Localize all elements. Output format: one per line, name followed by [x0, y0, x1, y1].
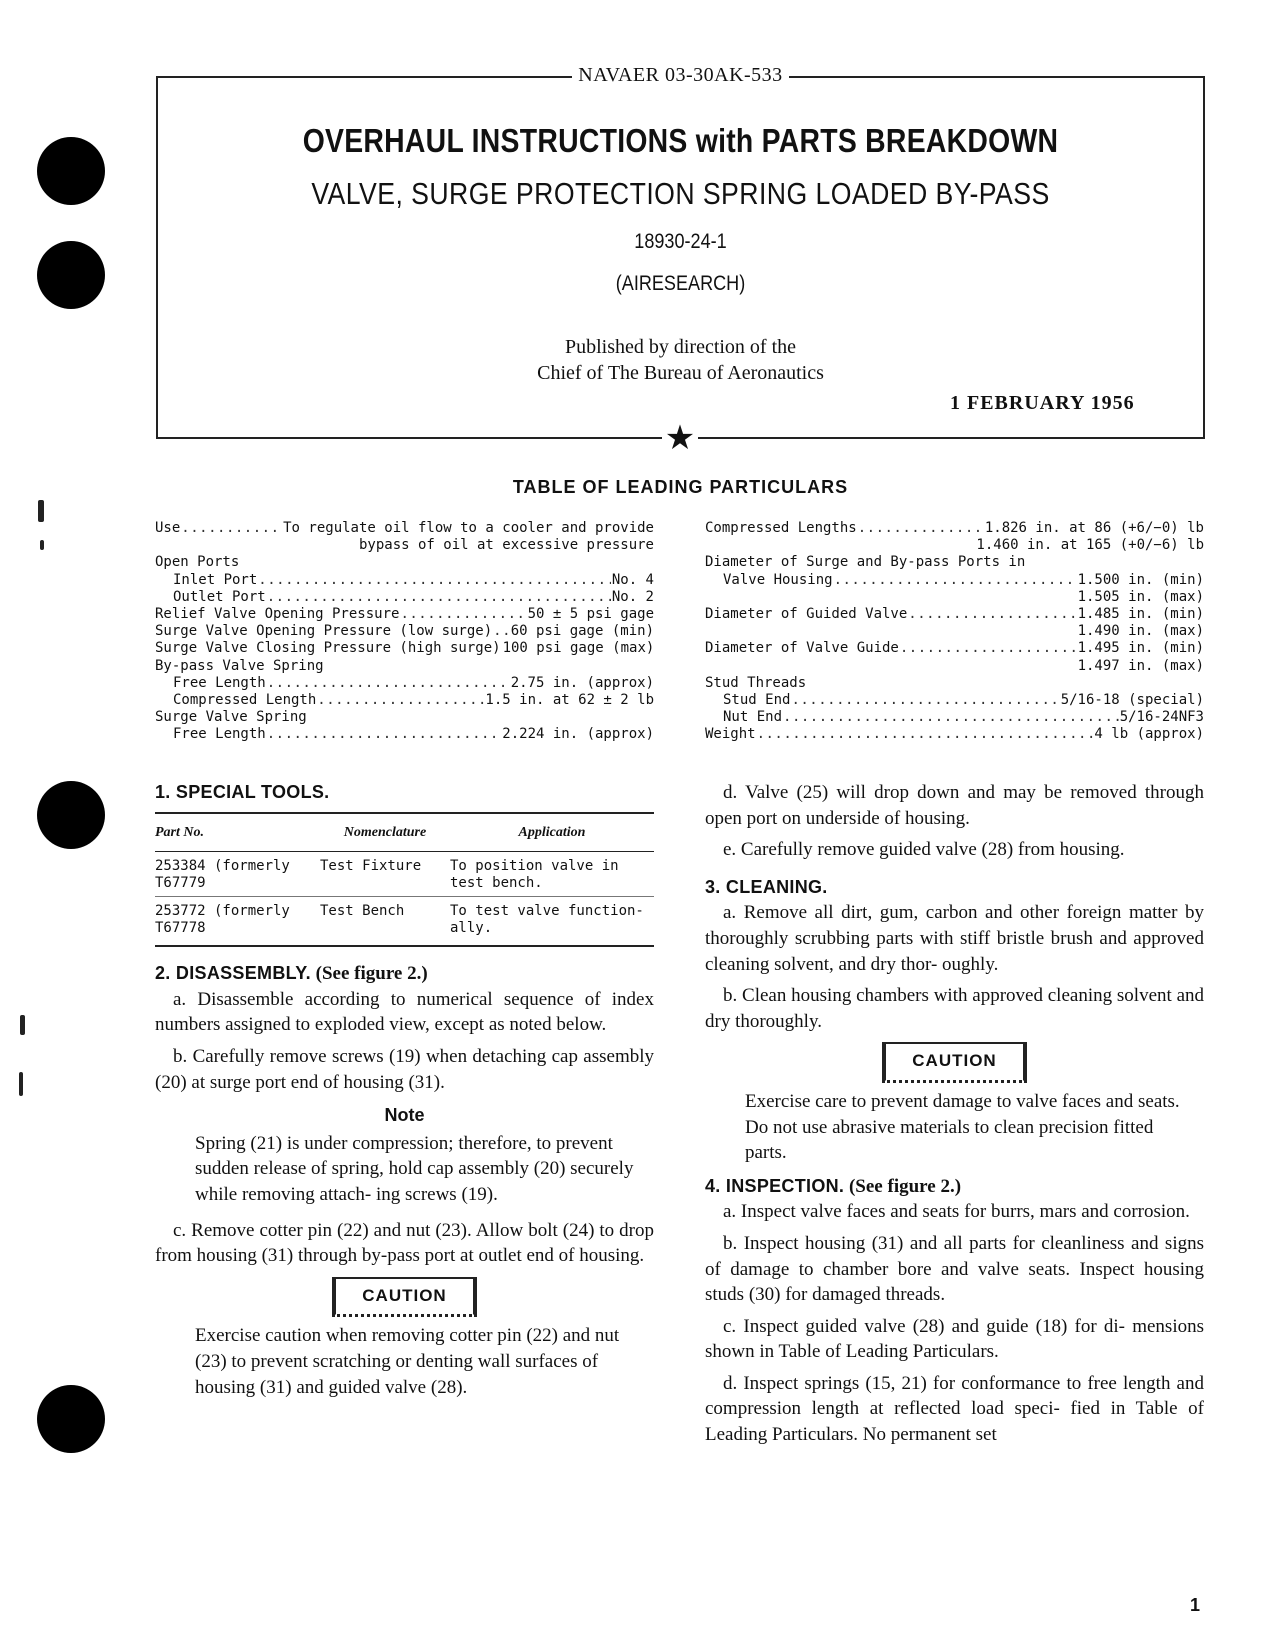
particular-value: 5/16-24NF3 [1119, 709, 1204, 726]
dot-leader [400, 606, 526, 623]
particular-row [705, 726, 1204, 743]
particular-label: Open Ports [155, 554, 240, 571]
scan-mark [19, 1072, 23, 1096]
binder-hole [37, 241, 105, 309]
particular-label: Free Length [173, 726, 266, 743]
dot-leader [900, 640, 1077, 657]
particular-row [155, 554, 654, 571]
publication-date: 1 FEBRUARY 1956 [950, 392, 1135, 414]
binder-hole [37, 137, 105, 205]
section-heading-disassembly: 2. DISASSEMBLY. (See figure 2.) [155, 963, 428, 985]
column-header: Application [450, 813, 654, 852]
publication-statement [156, 334, 1205, 386]
particular-row [705, 640, 1204, 657]
particular-row [705, 623, 1204, 640]
paragraph: a. Remove all dirt, gum, carbon and other foreign matter by thoroughly scrubbing parts with stiff bristle brush and approved cleaning solvent, and dry thor- oughly. [705, 902, 1204, 975]
publication-line-2: Chief of The Bureau of Aeronautics [537, 362, 824, 384]
scan-mark [20, 1015, 25, 1035]
paragraph: b. Inspect housing (31) and all parts for cleanliness and signs of damage to chamber bore and valve seats. Inspect housing studs (30) for damaged threads. [705, 1232, 1204, 1306]
particular-row [155, 709, 654, 726]
particular-value: 2.224 in. (approx) [502, 726, 654, 743]
publication-line-1: Published by direction of the [564, 336, 797, 358]
paragraph: d. Inspect springs (15, 21) for conformance to free length and compression length at reflected load speci- fied in Table of Leading Particulars. No permanent set [705, 1372, 1204, 1446]
particular-row [705, 520, 1204, 537]
particular-label: Compressed Length [173, 691, 317, 708]
particular-row [155, 520, 654, 537]
binder-hole [37, 1385, 105, 1453]
particular-label: By-pass Valve Spring [155, 657, 324, 674]
dot-leader [181, 520, 282, 537]
particular-row [705, 606, 1204, 623]
part-number: 18930-24-1 [634, 230, 727, 253]
manufacturer: (AIRESEARCH) [615, 272, 746, 295]
particular-label: Compressed Lengths [705, 520, 857, 536]
particular-label: Stud Threads [705, 674, 807, 691]
section-heading-inspection: 4. INSPECTION. (See figure 2.) [705, 1175, 962, 1197]
particular-row [705, 692, 1204, 709]
column-header: Part No. [155, 813, 320, 852]
particular-row [705, 554, 1204, 571]
nomenclature-cell: Test Fixture [320, 852, 450, 897]
caution-text: Exercise care to prevent damage to valve faces and seats. Do not use abrasive materials to clean precision fitted parts. [745, 1090, 1180, 1164]
particular-row [705, 572, 1204, 589]
application-cell: To position valve in test bench. [450, 852, 654, 897]
dot-leader [791, 692, 1059, 709]
particular-label: Surge Valve Closing Pressure (high surge) [155, 640, 501, 657]
particular-label: Weight [705, 726, 756, 743]
section-heading: 1. SPECIAL TOOLS. [155, 782, 330, 802]
particular-value: 4 lb (approx) [1094, 726, 1204, 743]
particular-value: 1.460 in. at 165 (+0/−6) lb [976, 537, 1204, 554]
particular-label: Stud End [723, 691, 791, 708]
dot-leader [493, 623, 510, 640]
part-number-cell: 253384 (formerly T67779 [155, 852, 320, 897]
particular-label: Diameter of Guided Valve [705, 605, 908, 622]
table-header [155, 813, 654, 852]
particular-value: 60 psi gage (min) [510, 623, 654, 640]
particular-row [705, 589, 1204, 606]
title-line-2: VALVE, SURGE PROTECTION SPRING LOADED BY-PASS [311, 176, 1050, 211]
dot-leader [258, 572, 611, 589]
leading-particulars-title: TABLE OF LEADING PARTICULARS [512, 477, 849, 497]
particular-row [705, 675, 1204, 692]
page-number: 1 [1190, 1595, 1201, 1615]
leading-particulars-right [705, 520, 1204, 743]
particular-value: bypass of oil at excessive pressure [358, 537, 654, 554]
star-icon: ★ [662, 420, 698, 456]
dot-leader [783, 709, 1119, 726]
particular-label: Inlet Port [173, 571, 258, 588]
particular-value: No. 2 [611, 588, 654, 605]
document-number: NAVAER 03-30AK-533 [0, 64, 1273, 87]
particular-label: Relief Valve Opening Pressure [155, 605, 400, 622]
particular-label: Nut End [723, 709, 783, 726]
particular-label: Diameter of Valve Guide [705, 640, 899, 657]
particular-value: 1.5 in. at 62 ± 2 lb [485, 691, 654, 708]
paragraph: a. Inspect valve faces and seats for burrs, mars and corrosion. [723, 1201, 1190, 1223]
particular-row [155, 589, 654, 606]
particular-row [705, 658, 1204, 675]
particular-row [155, 623, 654, 640]
particular-value: No. 4 [611, 571, 654, 588]
nomenclature-cell: Test Bench [320, 897, 450, 947]
particular-value: 1.826 in. at 86 (+6/−0) lb [984, 520, 1204, 536]
paragraph: b. Carefully remove screws (19) when detaching cap assembly (20) at surge port end of housing (31). [155, 1045, 654, 1093]
scan-mark [38, 500, 44, 522]
paragraph: b. Clean housing chambers with approved cleaning solvent and dry thoroughly. [705, 985, 1204, 1032]
particular-value: To regulate oil flow to a cooler and provide [283, 520, 654, 536]
leading-particulars-left [155, 520, 654, 743]
column-header: Nomenclature [320, 813, 450, 852]
caution-text: Exercise caution when removing cotter pin (22) and nut (23) to prevent scratching or denting wall surfaces of housing (31) and guided valve (28). [195, 1325, 620, 1398]
note-heading: Note [384, 1105, 425, 1126]
particular-value: 50 ± 5 psi gage [527, 605, 654, 622]
dot-leader [757, 726, 1094, 743]
particular-row [155, 726, 654, 743]
particular-value: 2.75 in. (approx) [510, 674, 654, 691]
paragraph: c. Inspect guided valve (28) and guide (18) for di- mensions shown in Table of Leading Particulars. [705, 1315, 1204, 1363]
left-column [155, 780, 654, 1408]
title-line-1: OVERHAUL INSTRUCTIONS with PARTS BREAKDOWN [302, 122, 1059, 159]
particular-label: Free Length [173, 674, 266, 691]
particular-label: Surge Valve Spring [155, 709, 307, 726]
caution-label: CAUTION [882, 1042, 1026, 1083]
particular-label: Use [155, 520, 181, 536]
dot-leader [317, 692, 484, 709]
particular-value: 100 psi gage (max) [502, 640, 655, 657]
table-row [155, 897, 654, 947]
note-text: Spring (21) is under compression; therefore, to prevent sudden release of spring, hold cap assembly (20) securely while removing attach- ing screws (19). [195, 1132, 634, 1205]
dot-leader [858, 520, 984, 537]
particular-value: 1.490 in. (max) [1077, 623, 1204, 640]
dot-leader [267, 726, 502, 743]
particular-row [155, 640, 654, 657]
particular-row [155, 606, 654, 623]
dot-leader [908, 606, 1076, 623]
paragraph: c. Remove cotter pin (22) and nut (23). Allow bolt (24) to drop from housing (31) through by-pass port at outlet end of housing. [155, 1219, 654, 1267]
dot-leader [267, 589, 611, 606]
particular-value: 1.500 in. (min) [1077, 571, 1204, 588]
caution-label: CAUTION [332, 1277, 476, 1318]
particular-row [155, 675, 654, 692]
particular-value: 1.497 in. (max) [1077, 657, 1204, 674]
particular-value: 1.495 in. (min) [1077, 640, 1204, 657]
right-column [705, 780, 1204, 1454]
particular-label: Valve Housing [723, 571, 833, 588]
particular-row [155, 537, 654, 554]
application-cell: To test valve function- ally. [450, 897, 654, 947]
particular-row [155, 692, 654, 709]
dot-leader [834, 572, 1077, 589]
particular-value: 5/16-18 (special) [1060, 691, 1204, 708]
binder-hole [37, 781, 105, 849]
paragraph: d. Valve (25) will drop down and may be removed through open port on underside of housing. [705, 782, 1204, 829]
paragraph: a. Disassemble according to numerical sequence of index numbers assigned to exploded view, except as noted below. [155, 988, 654, 1036]
particular-label: Diameter of Surge and By-pass Ports in [705, 554, 1026, 571]
particular-label: Outlet Port [173, 588, 266, 605]
dot-leader [267, 675, 510, 692]
particular-row [155, 658, 654, 675]
particular-row [705, 537, 1204, 554]
particular-label: Surge Valve Opening Pressure (low surge) [155, 623, 493, 640]
section-heading-cleaning: 3. CLEANING. [705, 876, 828, 897]
special-tools-table [155, 812, 654, 948]
particular-row [155, 572, 654, 589]
table-row [155, 852, 654, 897]
paragraph: e. Carefully remove guided valve (28) from housing. [723, 839, 1125, 861]
scan-mark [40, 540, 44, 550]
part-number-cell: 253772 (formerly T67778 [155, 897, 320, 947]
particular-value: 1.485 in. (min) [1077, 605, 1204, 622]
particular-row [705, 709, 1204, 726]
particular-value: 1.505 in. (max) [1077, 588, 1204, 605]
